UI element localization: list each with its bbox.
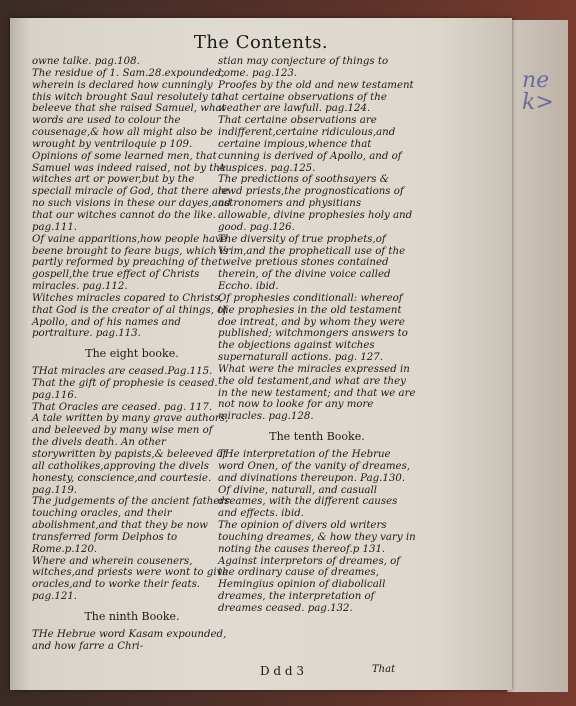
page-header: The Contents.	[193, 32, 329, 53]
toc-entry: The judgements of the ancient fathers touching oracles, and their abolishment,and that they be now transferred form Delphos to Rome.p.120.	[32, 496, 230, 555]
toc-entry: THe Hebrue word Kasam expounded, and how farre a Chri-	[32, 628, 227, 652]
margin-scribble-1: ne	[522, 68, 550, 93]
toc-entry: Where and wherein couseners, witches,and priests were wont to give oracles,and to worke their feats. pag.121.	[32, 555, 229, 603]
toc-entry: Witches miracles copared to Christs, that God is the creator of al things, of Apollo, and of his names and portraiture. pag.113.	[32, 292, 228, 340]
signature-mark: D d d 3	[260, 664, 305, 678]
toc-entry: The diversity of true prophets,of Vrim,and the propheticall use of the twelve pretious stones contained therein, of the divine voice called Eccho. ibid.	[218, 233, 406, 293]
toc-entry: The opinion of divers old writers touching dreames, & how they vary in noting the causes thereof.p 131.	[218, 520, 416, 555]
toc-entry: Of divine, naturall, and casuall dreames, with the different causes and effects. ibid.	[218, 484, 398, 520]
toc-entry: Opinions of some learned men, that Samuel was indeed raised, not by the witches art or power,but by the speciall miracle of God, that there are no such visions in these our dayes,and that our witches cannot do the like. pag.111.	[32, 150, 231, 233]
catchword: That	[372, 664, 396, 675]
toc-entry: What were the miracles expressed in the old testament,and what are they in the new testament; and that we are not now to looke for any more miracles. pag.128.	[218, 363, 416, 423]
toc-entry: Against interpretors of dreames, of the ordinary cause of dreames, Hemingius opinion of diabolicall dreames, the interpretation of dreames ceased. pag.132.	[218, 555, 401, 614]
toc-entry: Of prophesies conditionall: whereof the prophesies in the old testament doe intreat, and by whom they were published; witchmongers answers to the objections against witches supernaturall actions. pag. 127.	[218, 292, 408, 364]
toc-entry: stian may conjecture of things to come. pag.123.	[218, 56, 389, 79]
toc-entry: THe interpretation of the Hebrue word Onen, of the vanity of dreames, and divinations thereupon. Pag.130.	[218, 449, 411, 484]
toc-entry: Proofes by the old and new testament that certaine observations of the weather are lawfull. pag.124.	[218, 79, 414, 115]
toc-entry: That Oracles are ceased. pag. 117.	[32, 401, 213, 413]
facing-page-edge	[507, 20, 568, 692]
toc-entry: The predictions of soothsayers & lewd priests,the prognostications of astronomers and physitians allowable, divine prophesies holy and good. pag.126.	[218, 174, 413, 233]
toc-entry: Of vaine apparitions,how people have beene brought to feare bugs, which is partly reformed by preaching of the gospell,the true effect of Christs miracles. pag.112.	[32, 233, 229, 293]
toc-entry: A tale written by many grave authors, and beleeved by many wise men of the divels death. An other storywritten by papists,& beleeved of all catholikes,approving the divels honesty, conscience,and courtesie. pag.119.	[32, 413, 229, 496]
section-title-ninth-book: The ninth Booke.	[84, 609, 180, 623]
toc-entry: THat miracles are ceased.Pag.115. That the gift of prophesie is ceased. pag.116.	[32, 366, 218, 401]
left-column	[32, 56, 232, 653]
section-title-eighth-book: The eight booke.	[85, 347, 179, 361]
toc-entry: owne talke. pag.108.	[32, 56, 140, 67]
toc-entry: The residue of 1. Sam.28.expounded, wherein is declared how cunningly this witch brought Saul resolutely to beleeve that she raised Samuel, what words are used to colour the cousenage,& how all might also be wrought by ventriloquie p 109.	[32, 67, 226, 150]
margin-scribble-2: k>	[522, 90, 554, 115]
right-column	[218, 56, 416, 615]
book-page	[10, 18, 512, 690]
toc-entry: That certaine observations are indifferent,certaine ridiculous,and certaine impious,whence that cunning is derived of Apollo, and of Auspices. pag.125.	[218, 115, 402, 174]
section-title-tenth-book: The tenth Booke.	[269, 430, 365, 444]
